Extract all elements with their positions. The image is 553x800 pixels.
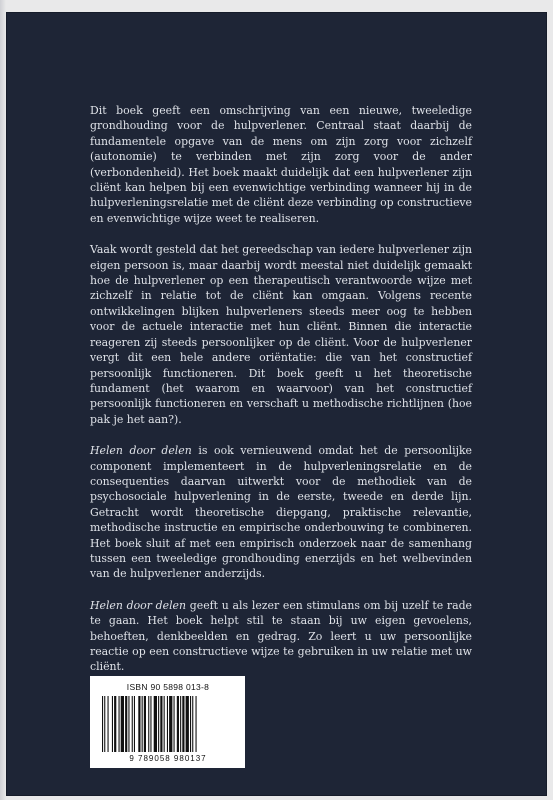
blurb-text: [90, 103, 472, 691]
paragraph-2-body: Vaak wordt gesteld dat het gereedschap van iedere hulpverlener zijn eigen persoon is, maar daarbij wordt meestal niet duidelijk gemaakt hoe de hulpverlener op een therapeutisch verantwoorde wijze met zichzelf in relatie tot de cliënt kan omgaan. Volgens recente ontwikkelingen blijken hulpverleners steeds meer oog te hebben voor de actuele interactie met hun cliënt. Binnen die interactie reageren zij steeds persoonlijker op de cliënt. Voor de hulpverlener vergt dit een hele andere oriëntatie: die van het constructief persoonlijk functioneren. Dit boek geeft u het theoretische fundament (het waarom en waarvoor) van het constructief persoonlijk functioneren en verschaft u methodische richtlijnen (hoe pak je het aan?).: [90, 243, 472, 426]
paragraph-1: [90, 103, 472, 226]
paragraph-4: [90, 598, 472, 675]
paragraph-4-body: geeft u als lezer een stimulans om bij uzelf te rade te gaan. Het boek helpt stil te staan bij uw eigen gevoelens, behoeften, denkbeelden en gedrag. Zo leert u uw persoonlijke reactie op een constructieve wijze te gebruiken in uw relatie met uw cliënt.: [90, 598, 472, 674]
paragraph-2: [90, 242, 472, 427]
paragraph-3: [90, 443, 472, 582]
barcode-icon: [102, 696, 234, 752]
paragraph-4-title: Helen door delen: [90, 598, 187, 612]
paragraph-3-title: Helen door delen: [90, 444, 192, 458]
barcode-box: [90, 676, 245, 768]
paragraph-1-body: Dit boek geeft een omschrijving van een nieuwe, tweeledige grondhouding voor de hulpverlener. Centraal staat daarbij de fundamentele opgave van de mens om zijn zorg voor zichzelf (autonomie) te verbinden met zijn zorg voor de ander (verbondenheid). Het boek maakt duidelijk dat een hulpverlener zijn cliënt kan helpen bij een evenwichtige verbinding wanneer hij in de hulpverleningsrelatie met de cliënt deze verbinding op constructieve en evenwichtige wijze weet te realiseren.: [90, 104, 472, 225]
isbn-label: ISBN 90 5898 013-8: [126, 682, 210, 692]
barcode-digits: 9 789058 980137: [129, 754, 207, 763]
paragraph-3-body: is ook vernieuwend omdat het de persoonlijke component implementeert in de hulpverleningsrelatie en de consequenties daarvan uitwerkt voor de methodiek van de psychosociale hulpverlening in de eerste, tweede en derde lijn. Getracht wordt theoretische diepgang, praktische relevantie, methodische instructie en empirische onderbouwing te combineren. Het boek sluit af met een empirisch onderzoek naar de samenhang tussen een tweeledige grondhouding enerzijds en het welbevinden van de hulpverlener anderzijds.: [90, 444, 472, 581]
